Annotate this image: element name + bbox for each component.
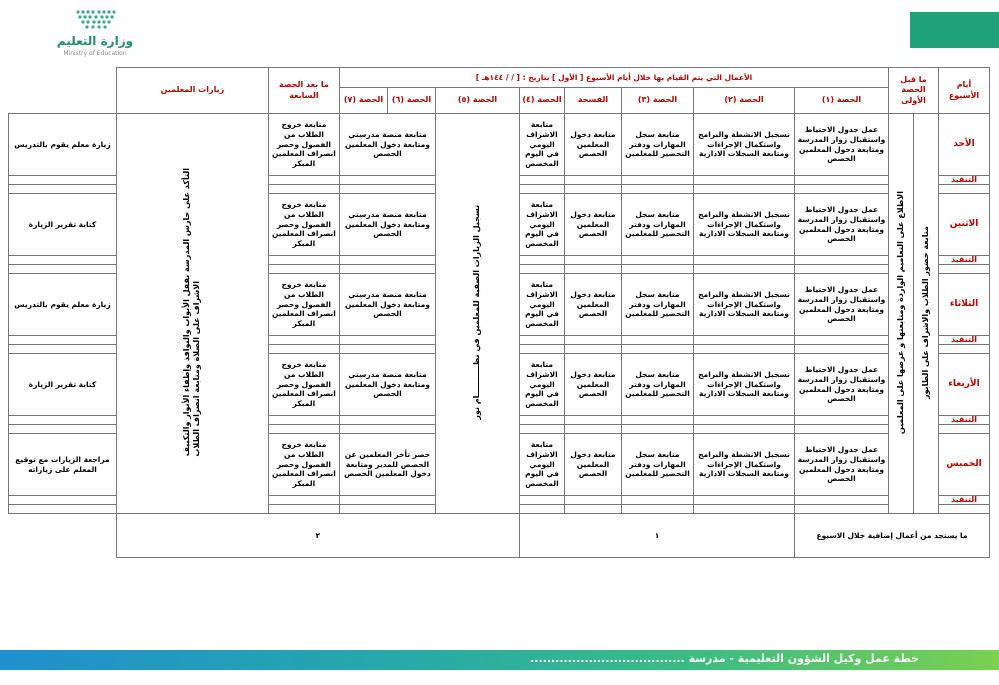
spacer-cell bbox=[268, 505, 339, 514]
period-7-cell: متابعة خروج الطلاب من الفصول وحصر انصراف المعلمين المبكر bbox=[268, 274, 339, 336]
execution-cell bbox=[794, 176, 888, 185]
execution-cell bbox=[564, 416, 621, 425]
period-7-cell: متابعة خروج الطلاب من الفصول وحصر انصراف المعلمين المبكر bbox=[268, 434, 339, 496]
period-2-cell: تسجيل الانشطة والبرامج واستكمال الإجراءات ومتابعة السجلات الادارية bbox=[693, 194, 794, 256]
spacer-cell bbox=[9, 425, 117, 434]
execution-cell bbox=[339, 176, 435, 185]
spacer-cell bbox=[519, 505, 564, 514]
header-period-6: الحصة (٦) bbox=[387, 88, 435, 114]
execution-cell bbox=[519, 416, 564, 425]
execution-label: التنفيذ bbox=[939, 256, 990, 265]
execution-cell bbox=[693, 496, 794, 505]
spacer-cell bbox=[268, 185, 339, 194]
execution-cell bbox=[794, 256, 888, 265]
header-after-seventh: ما بعد الحصة السابعة bbox=[268, 68, 339, 114]
spacer-cell bbox=[939, 505, 990, 514]
before-first-text-b: الاطلاع على التعاميم الواردة ومتابعتها و عرضها على المعلمين bbox=[895, 190, 905, 434]
visit-cell: كتابة تقرير الزيارة bbox=[9, 194, 117, 256]
execution-label: التنفيذ bbox=[939, 336, 990, 345]
spacer-cell bbox=[621, 185, 693, 194]
header-period-2: الحصة (٢) bbox=[693, 88, 794, 114]
period-2-cell: تسجيل الانشطة والبرامج واستكمال الإجراءات ومتابعة السجلات الادارية bbox=[693, 114, 794, 176]
spacer-cell bbox=[339, 265, 435, 274]
header-break: الفسحة bbox=[564, 88, 621, 114]
execution-cell bbox=[339, 256, 435, 265]
spacer-cell bbox=[939, 185, 990, 194]
break-cell: متابعة دخول المعلمين الحصص bbox=[564, 354, 621, 416]
execution-cell bbox=[693, 256, 794, 265]
execution-cell bbox=[268, 496, 339, 505]
period-3-cell: متابعة سجل المهارات ودفتر التحضير للمعلمين bbox=[621, 114, 693, 176]
execution-cell bbox=[9, 336, 117, 345]
extra-work-one: ١ bbox=[519, 514, 794, 558]
day-name: الخميس bbox=[939, 434, 990, 496]
execution-cell bbox=[339, 416, 435, 425]
execution-cell bbox=[564, 256, 621, 265]
break-cell: متابعة دخول المعلمين الحصص bbox=[564, 114, 621, 176]
visit-cell: زيارة معلم يقوم بالتدريس bbox=[9, 114, 117, 176]
period-1-cell: عمل جدول الاحتياط واستقبال زوار المدرسة ومتابعة دخول المعلمين الحصص bbox=[794, 354, 888, 416]
spacer-cell bbox=[939, 265, 990, 274]
execution-cell bbox=[268, 256, 339, 265]
spacer-cell bbox=[693, 265, 794, 274]
footer-bar bbox=[0, 650, 999, 670]
spacer-cell bbox=[519, 425, 564, 434]
period-1-cell: عمل جدول الاحتياط واستقبال زوار المدرسة ومتابعة دخول المعلمين الحصص bbox=[794, 194, 888, 256]
execution-cell bbox=[564, 496, 621, 505]
before-first-vertical-b bbox=[888, 114, 913, 514]
extra-work-two: ٢ bbox=[116, 514, 519, 558]
spacer-cell bbox=[9, 505, 117, 514]
header-period-5: الحصة (٥) bbox=[435, 88, 519, 114]
period-1-cell: عمل جدول الاحتياط واستقبال زوار المدرسة ومتابعة دخول المعلمين الحصص bbox=[794, 114, 888, 176]
period-4-cell: متابعة الاشراف اليومي في اليوم المخصص bbox=[519, 114, 564, 176]
period-3-cell: متابعة سجل المهارات ودفتر التحضير للمعلمين bbox=[621, 274, 693, 336]
spacer-cell bbox=[9, 265, 117, 274]
spacer-cell bbox=[339, 185, 435, 194]
before-first-text-a: متابعة حضور الطلاب والاشراف على الطابور bbox=[920, 225, 930, 399]
period-5-text: تسجيل الزيارات الصفية للمعلمين في نظـــــــــــام نور bbox=[472, 204, 482, 420]
header-before-first: ما قبل الحصة الأولى bbox=[888, 68, 938, 114]
execution-cell bbox=[519, 336, 564, 345]
header-visits: زيارات المعلمين bbox=[116, 68, 268, 114]
break-cell: متابعة دخول المعلمين الحصص bbox=[564, 434, 621, 496]
after-seventh-text-a: الاشراف على الصلاة ومتابعة انصراف الطلاب bbox=[192, 280, 202, 457]
extra-work-label: ما يستجد من أعمال إضافية خلال الاسبوع bbox=[794, 514, 989, 558]
spacer-cell bbox=[939, 425, 990, 434]
before-first-vertical-a bbox=[914, 114, 939, 514]
period-4-cell: متابعة الاشراف اليومي في اليوم المخصص bbox=[519, 354, 564, 416]
header-days: أيام الأسبوع bbox=[939, 68, 990, 114]
execution-cell bbox=[621, 416, 693, 425]
execution-cell bbox=[9, 496, 117, 505]
execution-cell bbox=[794, 336, 888, 345]
period-2-cell: تسجيل الانشطة والبرامج واستكمال الإجراءات ومتابعة السجلات الادارية bbox=[693, 434, 794, 496]
day-name: الاثنين bbox=[939, 194, 990, 256]
header-period-7: الحصة (٧) bbox=[339, 88, 387, 114]
execution-cell bbox=[519, 496, 564, 505]
period-3-cell: متابعة سجل المهارات ودفتر التحضير للمعلمين bbox=[621, 434, 693, 496]
visit-cell: كتابة تقرير الزيارة bbox=[9, 354, 117, 416]
spacer-cell bbox=[794, 425, 888, 434]
period-6-cell: حصر تأخر المعلمين عن الحصص للمدير ومتابعة دخول المعلمين الحصص bbox=[339, 434, 435, 496]
execution-label: التنفيذ bbox=[939, 496, 990, 505]
period-4-cell: متابعة الاشراف اليومي في اليوم المخصص bbox=[519, 274, 564, 336]
break-cell: متابعة دخول المعلمين الحصص bbox=[564, 274, 621, 336]
execution-label: التنفيذ bbox=[939, 416, 990, 425]
period-2-cell: تسجيل الانشطة والبرامج واستكمال الإجراءات ومتابعة السجلات الادارية bbox=[693, 354, 794, 416]
period-1-cell: عمل جدول الاحتياط واستقبال زوار المدرسة ومتابعة دخول المعلمين الحصص bbox=[794, 274, 888, 336]
execution-cell bbox=[693, 176, 794, 185]
execution-cell bbox=[621, 256, 693, 265]
spacer-cell bbox=[564, 345, 621, 354]
spacer-cell bbox=[621, 425, 693, 434]
logo-english-text: Ministry of Education bbox=[63, 50, 127, 57]
header-period-3: الحصة (٣) bbox=[621, 88, 693, 114]
spacer-cell bbox=[339, 505, 435, 514]
spacer-cell bbox=[621, 505, 693, 514]
period-4-cell: متابعة الاشراف اليومي في اليوم المخصص bbox=[519, 434, 564, 496]
header-period-1: الحصة (١) bbox=[794, 88, 888, 114]
spacer-cell bbox=[564, 265, 621, 274]
execution-cell bbox=[693, 416, 794, 425]
spacer-cell bbox=[794, 345, 888, 354]
spacer-cell bbox=[794, 185, 888, 194]
weekly-plan-table bbox=[8, 67, 990, 558]
period-2-cell: تسجيل الانشطة والبرامج واستكمال الإجراءات ومتابعة السجلات الادارية bbox=[693, 274, 794, 336]
break-cell: متابعة دخول المعلمين الحصص bbox=[564, 194, 621, 256]
execution-cell bbox=[564, 336, 621, 345]
header-period-4: الحصة (٤) bbox=[519, 88, 564, 114]
spacer-cell bbox=[564, 185, 621, 194]
spacer-cell bbox=[268, 425, 339, 434]
execution-cell bbox=[268, 176, 339, 185]
ministry-logo bbox=[40, 8, 150, 58]
spacer-cell bbox=[268, 265, 339, 274]
execution-cell bbox=[794, 496, 888, 505]
spacer-cell bbox=[339, 425, 435, 434]
period-1-cell: عمل جدول الاحتياط واستقبال زوار المدرسة ومتابعة دخول المعلمين الحصص bbox=[794, 434, 888, 496]
header-week-title: الأعمال التي يتم القيام بها خلال أيام الأسبوع [ الأول ] بتاريخ : [ / / ١٤٤هـ ] bbox=[339, 68, 888, 88]
visit-cell: مراجعة الزيارات مع توقيع المعلم على زياراته bbox=[9, 434, 117, 496]
execution-label: التنفيذ bbox=[939, 176, 990, 185]
period-3-cell: متابعة سجل المهارات ودفتر التحضير للمعلمين bbox=[621, 354, 693, 416]
spacer-cell bbox=[939, 345, 990, 354]
period-7-cell: متابعة خروج الطلاب من الفصول وحصر انصراف المعلمين المبكر bbox=[268, 194, 339, 256]
period-6-cell: متابعة منصة مدرستي ومتابعة دخول المعلمين الحصص bbox=[339, 194, 435, 256]
day-name: الثلاثاء bbox=[939, 274, 990, 336]
spacer-cell bbox=[693, 505, 794, 514]
spacer-cell bbox=[564, 425, 621, 434]
period-3-cell: متابعة سجل المهارات ودفتر التحضير للمعلمين bbox=[621, 194, 693, 256]
spacer-cell bbox=[693, 345, 794, 354]
period-7-cell: متابعة خروج الطلاب من الفصول وحصر انصراف المعلمين المبكر bbox=[268, 354, 339, 416]
execution-cell bbox=[621, 336, 693, 345]
spacer-cell bbox=[519, 345, 564, 354]
period-7-cell: متابعة خروج الطلاب من الفصول وحصر انصراف المعلمين المبكر bbox=[268, 114, 339, 176]
spacer-cell bbox=[339, 345, 435, 354]
spacer-cell bbox=[621, 345, 693, 354]
spacer-cell bbox=[693, 185, 794, 194]
period-5-vertical bbox=[435, 114, 519, 514]
execution-cell bbox=[621, 176, 693, 185]
spacer-cell bbox=[268, 345, 339, 354]
spacer-cell bbox=[9, 185, 117, 194]
execution-cell bbox=[794, 416, 888, 425]
execution-cell bbox=[9, 416, 117, 425]
logo-arabic-text: وزارة التعليم bbox=[56, 34, 134, 48]
spacer-cell bbox=[519, 265, 564, 274]
spacer-cell bbox=[693, 425, 794, 434]
day-name: الأحد bbox=[939, 114, 990, 176]
execution-cell bbox=[9, 256, 117, 265]
period-4-cell: متابعة الاشراف اليومي في اليوم المخصص bbox=[519, 194, 564, 256]
execution-cell bbox=[9, 176, 117, 185]
spacer-cell bbox=[794, 505, 888, 514]
day-name: الأربعاء bbox=[939, 354, 990, 416]
spacer-cell bbox=[519, 185, 564, 194]
execution-cell bbox=[268, 416, 339, 425]
after-seventh-vertical bbox=[116, 114, 268, 514]
spacer-cell bbox=[621, 265, 693, 274]
visit-cell: زيارة معلم يقوم بالتدريس bbox=[9, 274, 117, 336]
execution-cell bbox=[564, 176, 621, 185]
spacer-cell bbox=[9, 345, 117, 354]
execution-cell bbox=[339, 336, 435, 345]
execution-cell bbox=[519, 256, 564, 265]
after-seventh-text-b: التأكد على حارس المدرسة بقفل الأبواب والنوافذ وإطفاء الأنوار والتكييف bbox=[182, 167, 192, 457]
spacer-cell bbox=[564, 505, 621, 514]
execution-cell bbox=[693, 336, 794, 345]
spacer-cell bbox=[794, 265, 888, 274]
period-6-cell: متابعة منصة مدرستي ومتابعة دخول المعلمين الحصص bbox=[339, 274, 435, 336]
footer-title: خطة عمل وكيل الشؤون التعليمية - مدرسة ..................................... bbox=[530, 652, 919, 665]
green-corner-tab bbox=[910, 12, 999, 48]
execution-cell bbox=[339, 496, 435, 505]
period-6-cell: متابعة منصة مدرستي ومتابعة دخول المعلمين الحصص bbox=[339, 354, 435, 416]
execution-cell bbox=[621, 496, 693, 505]
execution-cell bbox=[519, 176, 564, 185]
execution-cell bbox=[268, 336, 339, 345]
logo-dots-icon bbox=[74, 8, 118, 30]
period-6-cell: متابعة منصة مدرستي ومتابعة دخول المعلمين الحصص bbox=[339, 114, 435, 176]
